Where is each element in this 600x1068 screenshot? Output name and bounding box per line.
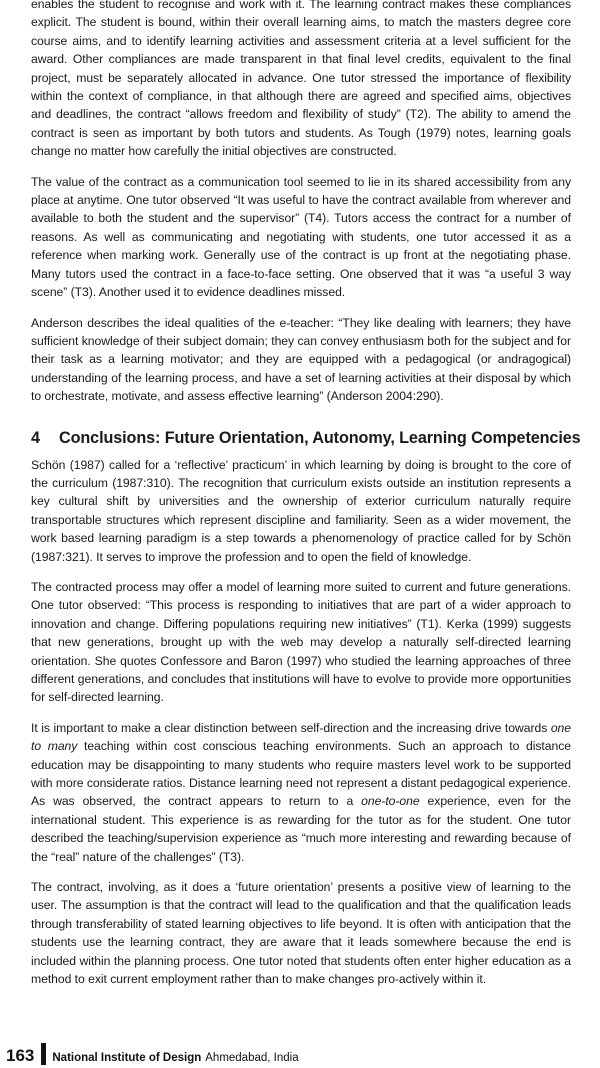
- section-heading: [31, 427, 581, 449]
- footer-location: Ahmedabad, India: [205, 1052, 299, 1064]
- paragraph-contracted-process: The contracted process may offer a model of learning more suited to current and future generations. One tutor observed: “This process is responding to initiatives that are part of a wider approach to innovation and change. Differing populations requiring new initiatives” (T1). Kerka (1999) suggests that new generations, brought up with the web may develop a naturally self-directed learning orientation. She quotes Confessore and Baron (1997) who studied the learning approaches of three different generations, and concludes that institutions will have to evolve to provide more opportunities for self-directed learning.: [31, 579, 571, 705]
- page-number: 163: [6, 1046, 35, 1065]
- paragraph-text-segment: experience, even for the international student. This experience is as rewarding for the tutor as for the student. One tutor described the teaching/supervision experience as “much more interesting and rewarding because of the “real” nature of the challenges” (T3).: [31, 794, 571, 864]
- document-page: [31, 0, 581, 1001]
- emphasis-one-to-one: one-to-one: [361, 794, 420, 809]
- paragraph-schon: Schön (1987) called for a ‘reflective’ practicum’ in which learning by doing is brought to the core of the curriculum (1987:310). The recognition that curriculum exists outside an institution represents a key cultural shift by universities and the ownership of exterior curriculum naturally require transportable structures which represent discipline and familiarity. Seen as a wider movement, the work based learning paradigm is a step towards a phenomenology of practice called for by Schön (1987:321). It serves to improve the profession and to open the field of knowledge.: [31, 457, 571, 564]
- paragraph-contract-communication: The value of the contract as a communication tool seemed to lie in its shared accessibility from any place at anytime. One tutor observed “It was useful to have the contract available from wherever and available to both the student and the supervisor” (T4). Tutors access the contract for a number of reasons. As well as communicating and negotiating with students, one tutor accessed it as a reference when marking work. Generally use of the contract is up front at the negotiating phase. Many tutors used the contract in a face-to-face setting. One observed that it was “a useful 3 way scene” (T3). Another used it to evidence deadlines missed.: [31, 174, 571, 300]
- page-footer: [6, 1043, 299, 1065]
- section-number: 4: [31, 428, 40, 447]
- section-title: Conclusions: Future Orientation, Autonomy, Learning Competencies: [59, 428, 581, 447]
- paragraph-anderson-quote: Anderson describes the ideal qualities of the e-teacher: “They like dealing with learners; they have sufficient knowledge of their subject domain; they can convey enthusiasm both for the subject and for their task as a learning motivator; and they are equipped with a pedagogical (or andragogical) understanding of the learning process, and have a set of learning activities at their disposal by which to orchestrate, motivate, and assess effective learning” (Anderson 2004:290).: [31, 315, 571, 404]
- footer-institute-name: National Institute of Design: [52, 1052, 202, 1064]
- emphasis-one-to-many: one to many: [31, 720, 571, 754]
- paragraph-future-orientation: The contract, involving, as it does a ‘future orientation’ presents a positive view of learning to the user. The assumption is that the contract will lead to the qualification and that the qualification leads through transferability of stated learning objectives to life beyond. It is often with anticipation that the students use the learning contract, they are aware that it leads somewhere because the end is included within the planning process. One tutor noted that students often enter higher education as a method to exit current employment rather than to make changes pro-actively within it.: [31, 880, 571, 987]
- paragraph-self-direction: [31, 719, 571, 866]
- paragraph-contract-compliance: enables the student to recognise and work with it. The learning contract makes these compliances explicit. The student is bound, within their overall learning aims, to match the masters degree core course aims, and to identify learning activities and assessment criteria at a level sufficient for the award. Other compliances are made transparent in that final level credits, equivalent to the final project, must be separately allocated in advance. One tutor stressed the importance of flexibility within the context of compliance, in that although there are agreed and specified aims, objectives and deadlines, the contract “allows freedom and flexibility of study” (T2). The ability to amend the contract is seen as important by both tutors and students. As Tough (1979) notes, learning goals change no matter how carefully the initial objectives are constructed.: [31, 0, 571, 159]
- footer-divider-bar: [41, 1043, 46, 1065]
- paragraph-text-segment: teaching within cost conscious teaching environments. Such an approach to distance education may be disappointing to many students who require masters level work to be supported with more considerate ratios. Distance learning need not represent a distant pedagogical experience. As was observed, the contract appears to return to a: [31, 739, 571, 809]
- paragraph-text-segment: It is important to make a clear distinction between self-direction and the increasing drive towards: [31, 720, 551, 735]
